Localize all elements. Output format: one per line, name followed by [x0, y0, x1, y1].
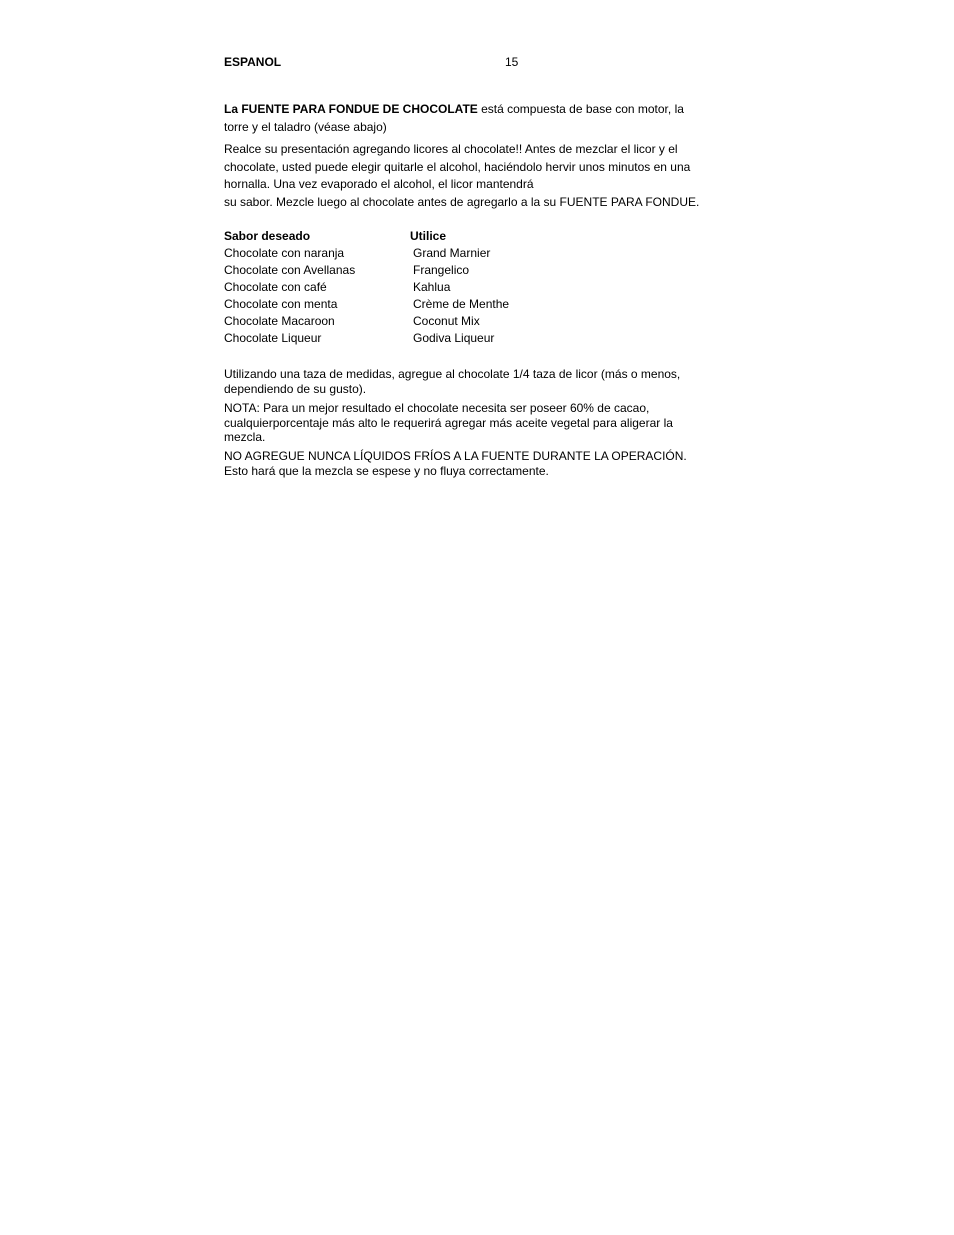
liqueur-cell: Grand Marnier — [413, 246, 491, 260]
flavor-cell: Chocolate Macaroon — [224, 314, 335, 328]
liqueur-cell: Godiva Liqueur — [413, 331, 495, 345]
intro-line-1-rest: está compuesta de base con motor, la — [477, 102, 684, 116]
measure-line: dependiendo de su gusto). — [224, 381, 367, 396]
liqueur-line: hornalla. Una vez evaporado el alcohol, el licor mantendrá — [224, 177, 534, 191]
warning-line: NO AGREGUE NUNCA LÍQUIDOS FRÍOS A LA FUENTE DURANTE LA OPERACIÓN. — [224, 449, 687, 463]
intro-line-1 — [224, 101, 729, 119]
column-header-liqueur: Utilice — [410, 229, 447, 243]
page-number: 15 — [505, 55, 519, 69]
flavor-cell: Chocolate con menta — [224, 297, 338, 311]
nota-line: mezcla. — [224, 430, 266, 444]
product-name: La FUENTE PARA FONDUE DE CHOCOLATE — [224, 102, 478, 116]
nota-line: NOTA: Para un mejor resultado el chocolate necesita ser poseer 60% de cacao, — [224, 401, 650, 415]
liqueur-cell: Coconut Mix — [413, 314, 480, 328]
language-header: ESPANOL — [224, 55, 282, 69]
warning-paragraph — [224, 449, 729, 478]
flavor-cell: Chocolate con café — [224, 280, 327, 294]
liqueur-paragraph — [224, 141, 729, 211]
liqueur-cell: Frangelico — [413, 263, 470, 277]
liqueur-line: chocolate, usted puede elegir quitarle el alcohol, haciéndolo hervir unos minutos en una — [224, 159, 691, 174]
nota-line: cualquierporcentaje más alto le requerirá agregar más aceite vegetal para aligerar la — [224, 415, 673, 430]
flavor-cell: Chocolate con naranja — [224, 246, 345, 260]
flavor-cell: Chocolate Liqueur — [224, 331, 322, 345]
measure-paragraph — [224, 367, 729, 396]
liqueur-cell: Crème de Menthe — [413, 297, 510, 311]
liqueur-line: Realce su presentación agregando licores al chocolate!! Antes de mezclar el licor y el — [224, 142, 678, 156]
intro-line-2: torre y el taladro (véase abajo) — [224, 119, 387, 134]
flavor-cell: Chocolate con Avellanas — [224, 263, 356, 277]
nota-paragraph — [224, 401, 729, 445]
liqueur-line: su sabor. Mezcle luego al chocolate antes de agregarlo a la su FUENTE PARA FONDUE. — [224, 194, 700, 209]
measure-line: Utilizando una taza de medidas, agregue al chocolate 1/4 taza de licor (más o menos, — [224, 367, 681, 381]
warning-line: Esto hará que la mezcla se espese y no fluya correctamente. — [224, 463, 549, 478]
column-header-flavor: Sabor deseado — [224, 229, 311, 243]
intro-paragraph — [224, 101, 729, 136]
liqueur-cell: Kahlua — [413, 280, 451, 294]
